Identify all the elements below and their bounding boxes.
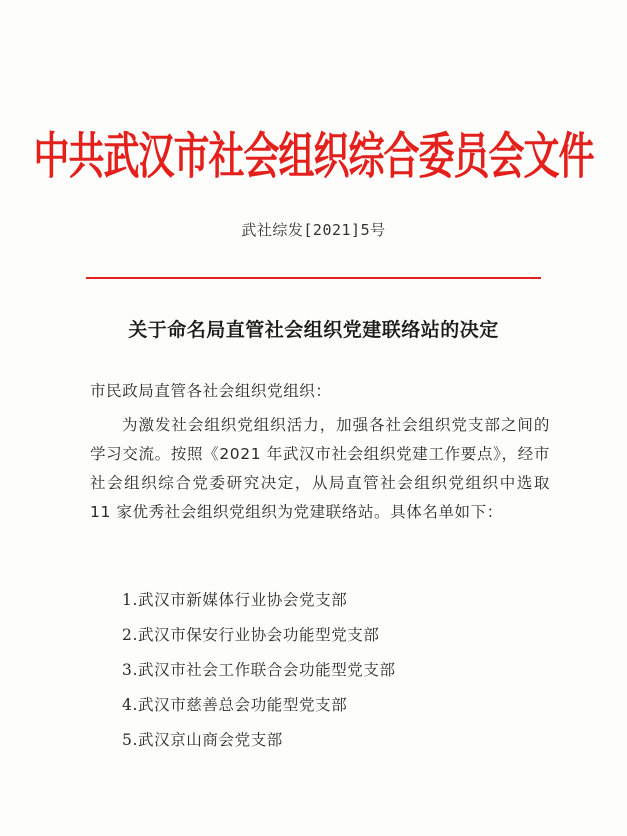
list-item-text: 武汉市慈善总会功能型党支部 — [138, 696, 348, 714]
list-item — [122, 583, 396, 618]
list-item — [122, 723, 396, 758]
list-item-number: 5. — [122, 731, 138, 749]
list-item-text: 武汉市新媒体行业协会党支部 — [138, 591, 348, 609]
body-paragraph: 为激发社会组织党组织活力，加强各社会组织党支部之间的学习交流。按照《2021 年武汉市社会组织党建工作要点》，经市社会组织综合党委研究决定，从局直管社会组织党组织中选取 11 家优秀社会组织党组织为党建联络站。具体名单如下： — [90, 416, 550, 521]
list-item — [122, 688, 396, 723]
salutation: 市民政局直管各社会组织党组织： — [90, 382, 332, 400]
list-item-text: 武汉市社会工作联合会功能型党支部 — [138, 661, 396, 679]
organization-list — [122, 583, 396, 758]
list-item-number: 1. — [122, 591, 138, 609]
list-item-number: 4. — [122, 696, 138, 714]
list-item — [122, 653, 396, 688]
list-item-text: 武汉京山商会党支部 — [138, 731, 283, 749]
list-item-number: 2. — [122, 626, 138, 644]
list-item-text: 武汉市保安行业协会功能型党支部 — [138, 626, 380, 644]
red-divider — [86, 277, 541, 279]
list-item-number: 3. — [122, 661, 138, 679]
document-number: 武社综发[2021]5号 — [241, 221, 386, 239]
header-title: 中共武汉市社会组织综合委员会文件 — [33, 127, 594, 186]
document-title: 关于命名局直管社会组织党建联络站的决定 — [128, 319, 499, 341]
list-item — [122, 618, 396, 653]
